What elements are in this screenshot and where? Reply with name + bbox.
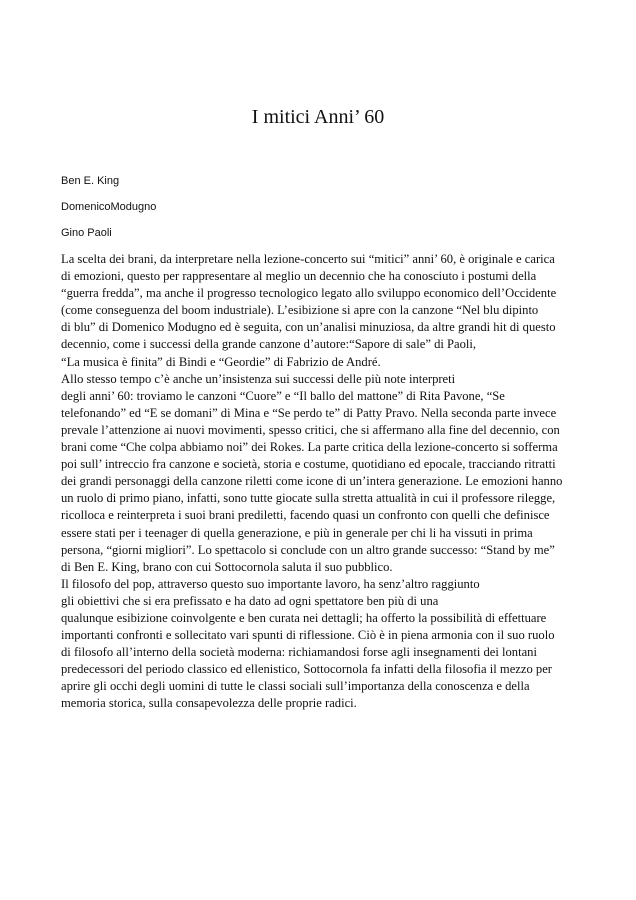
- body-text-line: prevale l’attenzione ai nuovi movimenti, spesso critici, che si affermano alla fine del decennio, con: [61, 422, 560, 437]
- body-text-line: memoria storica, sulla consapevolezza delle proprie radici.: [61, 696, 357, 711]
- body-text-line: un ruolo di primo piano, infatti, sono tutte giocate sulla stretta attualità in cui il professore rilegge,: [61, 491, 556, 506]
- body-text-line: La scelta dei brani, da interpretare nella lezione-concerto sui “mitici” anni’ 60, è originale e carica: [61, 252, 555, 266]
- body-text-line: poi sull’ intreccio fra canzone e società, storia e costume, quotidiano ed epocale, tracciando ritratti: [61, 457, 556, 472]
- body-text-line: dei grandi personaggi della canzone riletti come icone di un’intera generazione. Le emozioni hanno: [61, 474, 563, 489]
- body-text-line: telefonando” ed “E se domani” di Mina e “Se perdo te” di Patty Pravo. Nella seconda parte invece: [61, 405, 557, 420]
- body-text-line: Il filosofo del pop, attraverso questo suo importante lavoro, ha senz’altro raggiunto: [61, 576, 480, 591]
- body-text-line: degli anni’ 60: troviamo le canzoni “Cuore” e “Il ballo del mattone” di Rita Pavone, “Se: [61, 388, 505, 403]
- body-text-line: ricolloca e reinterpreta i suoi brani prediletti, facendo quasi un confronto con quelli che definisce: [61, 508, 550, 523]
- body-text-line: di emozioni, questo per rappresentare al meglio un decennio che ha conosciuto i postumi della: [61, 269, 537, 284]
- artist-name-domenico-modugno: DomenicoModugno: [61, 201, 157, 213]
- body-text-line: importanti confronti e sollecitato vari spunti di riflessione. Ciò è in piena armonia con il suo ruolo: [61, 628, 555, 643]
- body-text-line: decennio, come i successi della grande canzone d’autore:“Sapore di sale” di Paoli,: [61, 337, 477, 352]
- body-text-line: brani come “Che colpa abbiamo noi” dei Rokes. La parte critica della lezione-concerto si sofferma: [61, 440, 558, 455]
- body-text-line: “guerra fredda”, ma anche il progresso tecnologico legato allo sviluppo economico dell’Occidente: [61, 286, 557, 301]
- body-text-line: di Ben E. King, brano con cui Sottocornola saluta il suo pubblico.: [61, 559, 393, 574]
- body-text: [61, 251, 581, 713]
- body-text-line: Allo stesso tempo c’è anche un’insistenza sui successi delle più note interpreti: [61, 371, 456, 386]
- body-text-line: “La musica è finita” di Bindi e “Geordie” di Fabrizio de André.: [61, 354, 381, 369]
- artist-name-ben-e-king: Ben E. King: [61, 175, 120, 187]
- body-text-line: di filosofo all’interno della società moderna: richiamandosi forse agli insegnamenti dei lontani: [61, 645, 537, 660]
- document-title: I mitici Anni’ 60: [251, 106, 385, 128]
- body-text-line: essere stati per i teenager di quella generazione, e più in generale per chi li ha vissuti in prima: [61, 525, 533, 540]
- body-text-line: gli obiettivi che si era prefissato e ha dato ad ogni spettatore ben più di una: [61, 593, 439, 608]
- body-text-line: qualunque esibizione coinvolgente e ben curata nei dettagli; ha offerto la possibilità di effettuare: [61, 610, 547, 625]
- artist-name-gino-paoli: Gino Paoli: [61, 227, 112, 239]
- body-text-line: aprire gli occhi degli uomini di tutte le classi sociali sull’importanza della conoscenza e della: [61, 679, 530, 694]
- body-text-line: persona, “giorni migliori”. Lo spettacolo si conclude con un altro grande successo: “Stand by me”: [61, 542, 555, 557]
- body-text-line: predecessori del periodo classico ed ellenistico, Sottocornola fa infatti della filosofia il mezzo per: [61, 662, 552, 677]
- body-text-line: di blu” di Domenico Modugno ed è seguita, con un’analisi minuziosa, da altre grandi hit di questo: [61, 320, 556, 335]
- body-text-line: (come conseguenza del boom industriale). L’esibizione si apre con la canzone “Nel blu dipinto: [61, 303, 539, 318]
